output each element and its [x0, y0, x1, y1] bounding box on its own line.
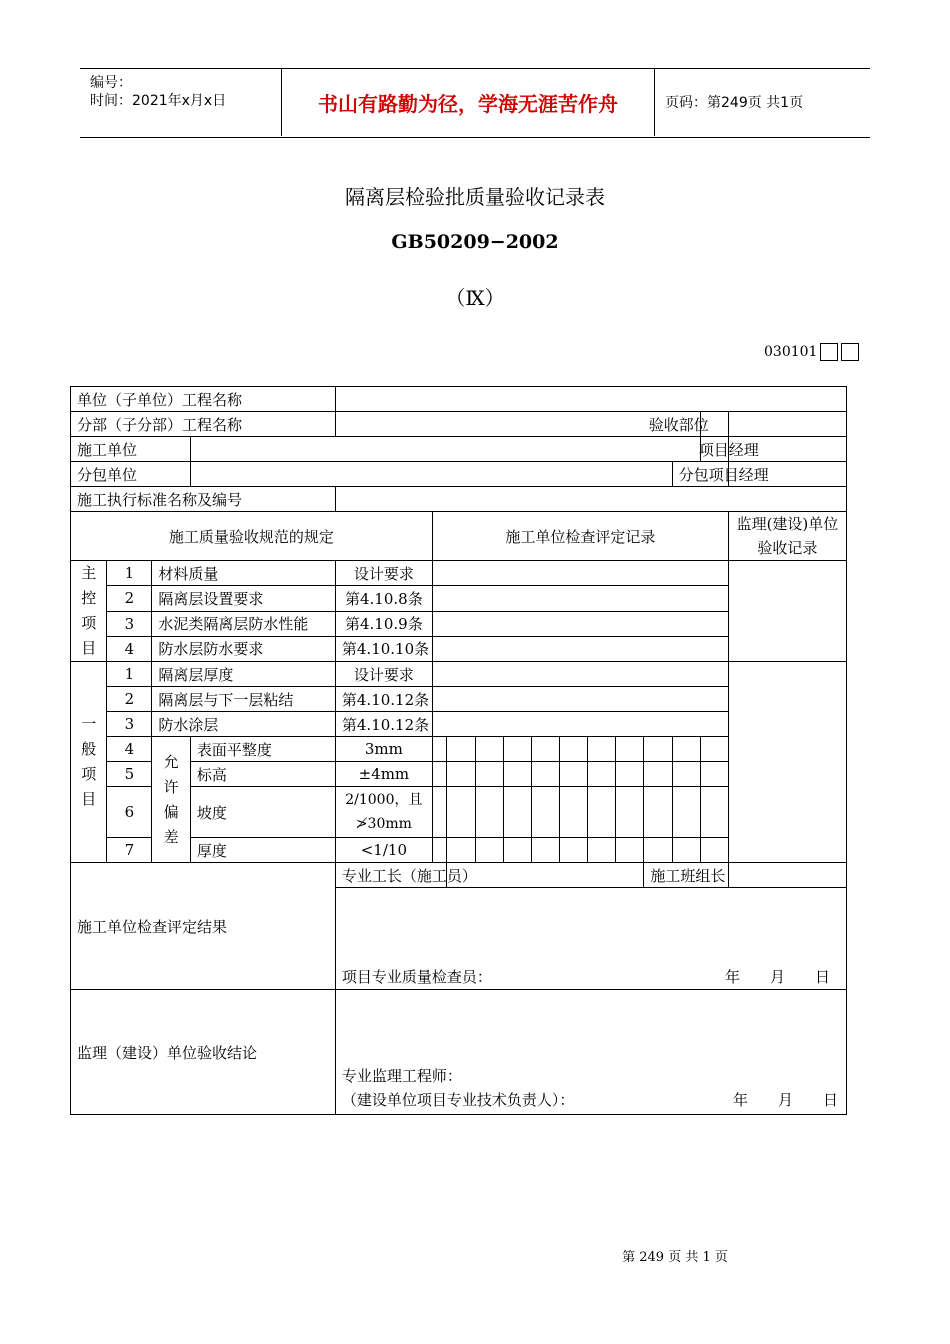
- construction-unit-value[interactable]: [190, 437, 700, 462]
- main-item-name: 水泥类隔离层防水性能: [152, 611, 336, 636]
- measure-cell[interactable]: [447, 762, 475, 787]
- tolerance-item-req: <1/10: [335, 838, 432, 863]
- general-item-no: 1: [107, 662, 152, 687]
- measure-cell[interactable]: [700, 762, 728, 787]
- motto: 书山有路勤为径，学海无涯苦作舟: [282, 68, 655, 136]
- measure-cell[interactable]: [503, 838, 531, 863]
- measure-cell[interactable]: [503, 737, 531, 762]
- tolerance-item-no: 5: [107, 762, 152, 787]
- general-item-record[interactable]: [432, 712, 728, 737]
- general-supervision-record[interactable]: [728, 662, 846, 863]
- standard-name-value[interactable]: [335, 487, 846, 512]
- measure-cell[interactable]: [616, 838, 644, 863]
- measure-cell[interactable]: [531, 838, 559, 863]
- supervision-conclusion-label: 监理（建设）单位验收结论: [71, 990, 336, 1115]
- measure-cell[interactable]: [672, 838, 700, 863]
- measure-cell[interactable]: [447, 838, 475, 863]
- unit-project-label: 单位（子单位）工程名称: [71, 387, 336, 412]
- supervision-conclusion-area[interactable]: [335, 990, 846, 1115]
- main-item-no: 4: [107, 636, 152, 661]
- main-item-req: 设计要求: [335, 561, 432, 586]
- measure-cell[interactable]: [644, 838, 672, 863]
- measure-cell[interactable]: [672, 787, 700, 838]
- main-item-record[interactable]: [432, 561, 728, 586]
- measure-cell[interactable]: [503, 787, 531, 838]
- subcontract-unit-value[interactable]: [190, 462, 672, 487]
- main-item-name: 隔离层设置要求: [152, 586, 336, 611]
- measure-cell[interactable]: [700, 838, 728, 863]
- measure-cell[interactable]: [616, 762, 644, 787]
- col-supervision-header: 监理(建设)单位验收记录: [728, 512, 846, 561]
- measure-cell[interactable]: [560, 787, 588, 838]
- measure-cell[interactable]: [531, 787, 559, 838]
- measure-cell[interactable]: [644, 737, 672, 762]
- check-result-area[interactable]: [335, 888, 846, 990]
- main-item-record[interactable]: [432, 636, 728, 661]
- tolerance-item-req: 3mm: [335, 737, 432, 762]
- main-item-record[interactable]: [432, 611, 728, 636]
- main-supervision-record[interactable]: [728, 561, 846, 662]
- main-item-name: 材料质量: [152, 561, 336, 586]
- general-item-name: 防水涂层: [152, 712, 336, 737]
- acceptance-part-value[interactable]: [728, 412, 846, 437]
- code-box-2[interactable]: [841, 343, 859, 361]
- record-table: [70, 386, 847, 1115]
- unit-project-value[interactable]: [335, 387, 846, 412]
- measure-cell[interactable]: [588, 787, 616, 838]
- measure-cell[interactable]: [672, 737, 700, 762]
- general-item-record[interactable]: [432, 687, 728, 712]
- measure-cell[interactable]: [616, 787, 644, 838]
- doc-title: 隔离层检验批质量验收记录表: [345, 185, 605, 209]
- measure-cell[interactable]: [700, 737, 728, 762]
- construction-unit-label: 施工单位: [71, 437, 191, 462]
- measure-cell[interactable]: [531, 762, 559, 787]
- measure-cell[interactable]: [432, 737, 447, 762]
- measure-cell[interactable]: [588, 762, 616, 787]
- main-item-no: 1: [107, 561, 152, 586]
- check-result-label: 施工单位检查评定结果: [71, 863, 336, 990]
- tolerance-item-name: 坡度: [190, 787, 335, 838]
- tolerance-item-no: 7: [107, 838, 152, 863]
- page-info: 页码：第249页 共1页: [665, 95, 804, 111]
- main-item-no: 2: [107, 586, 152, 611]
- general-item-req: 设计要求: [335, 662, 432, 687]
- time-label: 时间：2021年x月x日: [90, 93, 227, 109]
- measure-cell[interactable]: [475, 838, 503, 863]
- tolerance-item-name: 厚度: [190, 838, 335, 863]
- acceptance-part-label: 验收部位: [700, 412, 728, 437]
- main-items-label: 主控项目: [71, 561, 107, 662]
- measure-cell[interactable]: [560, 737, 588, 762]
- header-left: [80, 68, 282, 136]
- col-spec-header: 施工质量验收规范的规定: [71, 512, 433, 561]
- subcontract-unit-label: 分包单位: [71, 462, 191, 487]
- measure-cell[interactable]: [560, 838, 588, 863]
- foreman-label: 专业工长（施工员）: [335, 863, 447, 888]
- team-leader-label: 施工班组长: [644, 863, 728, 888]
- general-item-req: 第4.10.12条: [335, 687, 432, 712]
- measure-cell[interactable]: [531, 737, 559, 762]
- main-item-req: 第4.10.8条: [335, 586, 432, 611]
- doc-roman: （Ⅸ）: [445, 286, 505, 310]
- supervisor-label: 专业监理工程师：: [341, 1067, 462, 1085]
- measure-cell[interactable]: [560, 762, 588, 787]
- general-item-no: 2: [107, 687, 152, 712]
- sub-project-label: 分部（子分部）工程名称: [71, 412, 336, 437]
- measure-cell[interactable]: [672, 762, 700, 787]
- doc-standard: GB50209−2002: [391, 231, 559, 253]
- main-item-req: 第4.10.10条: [335, 636, 432, 661]
- tolerance-label: 允许偏差: [152, 737, 191, 863]
- measure-cell[interactable]: [644, 787, 672, 838]
- measure-cell[interactable]: [503, 762, 531, 787]
- standard-name-label: 施工执行标准名称及编号: [71, 487, 336, 512]
- tolerance-item-name: 表面平整度: [190, 737, 335, 762]
- general-item-no: 3: [107, 712, 152, 737]
- measure-cell[interactable]: [700, 787, 728, 838]
- measure-cell[interactable]: [475, 737, 503, 762]
- measure-cell[interactable]: [447, 737, 475, 762]
- main-item-no: 3: [107, 611, 152, 636]
- tolerance-item-req: ±4mm: [335, 762, 432, 787]
- team-leader-value[interactable]: [728, 863, 846, 888]
- main-item-req: 第4.10.9条: [335, 611, 432, 636]
- main-item-record[interactable]: [432, 586, 728, 611]
- measure-cell[interactable]: [588, 838, 616, 863]
- measure-cell[interactable]: [432, 762, 447, 787]
- doc-code: [764, 343, 859, 361]
- sub-project-value[interactable]: [335, 412, 700, 437]
- supervision-date: 年 月 日: [732, 1091, 838, 1109]
- number-label: 编号：: [90, 75, 132, 91]
- measure-cell[interactable]: [447, 787, 475, 838]
- footer-page: 第 249 页 共 1 页: [622, 1250, 728, 1265]
- measure-cell[interactable]: [588, 737, 616, 762]
- measure-cell[interactable]: [432, 838, 447, 863]
- doc-code-text: 030101: [764, 344, 818, 360]
- measure-cell[interactable]: [644, 762, 672, 787]
- main-item-name: 防水层防水要求: [152, 636, 336, 661]
- tolerance-item-no: 4: [107, 737, 152, 762]
- tolerance-item-name: 标高: [190, 762, 335, 787]
- subcontract-manager-label: 分包项目经理: [672, 462, 728, 487]
- general-item-name: 隔离层与下一层粘结: [152, 687, 336, 712]
- owner-tech-label: （建设单位项目专业技术负责人）：: [341, 1091, 575, 1109]
- project-manager-label: 项目经理: [700, 437, 728, 462]
- general-items-label: 一般项目: [71, 662, 107, 863]
- measure-cell[interactable]: [432, 787, 447, 838]
- measure-cell[interactable]: [475, 787, 503, 838]
- quality-inspector-label: 项目专业质量检查员：: [341, 968, 492, 986]
- measure-cell[interactable]: [475, 762, 503, 787]
- general-item-name: 隔离层厚度: [152, 662, 336, 687]
- code-box-1[interactable]: [820, 343, 838, 361]
- tolerance-item-no: 6: [107, 787, 152, 838]
- general-item-req: 第4.10.12条: [335, 712, 432, 737]
- col-check-header: 施工单位检查评定记录: [432, 512, 728, 561]
- tolerance-item-req: 2/1000，且≯30mm: [335, 787, 432, 838]
- check-date: 年 月 日: [724, 968, 830, 986]
- measure-cell[interactable]: [616, 737, 644, 762]
- general-item-record[interactable]: [432, 662, 728, 687]
